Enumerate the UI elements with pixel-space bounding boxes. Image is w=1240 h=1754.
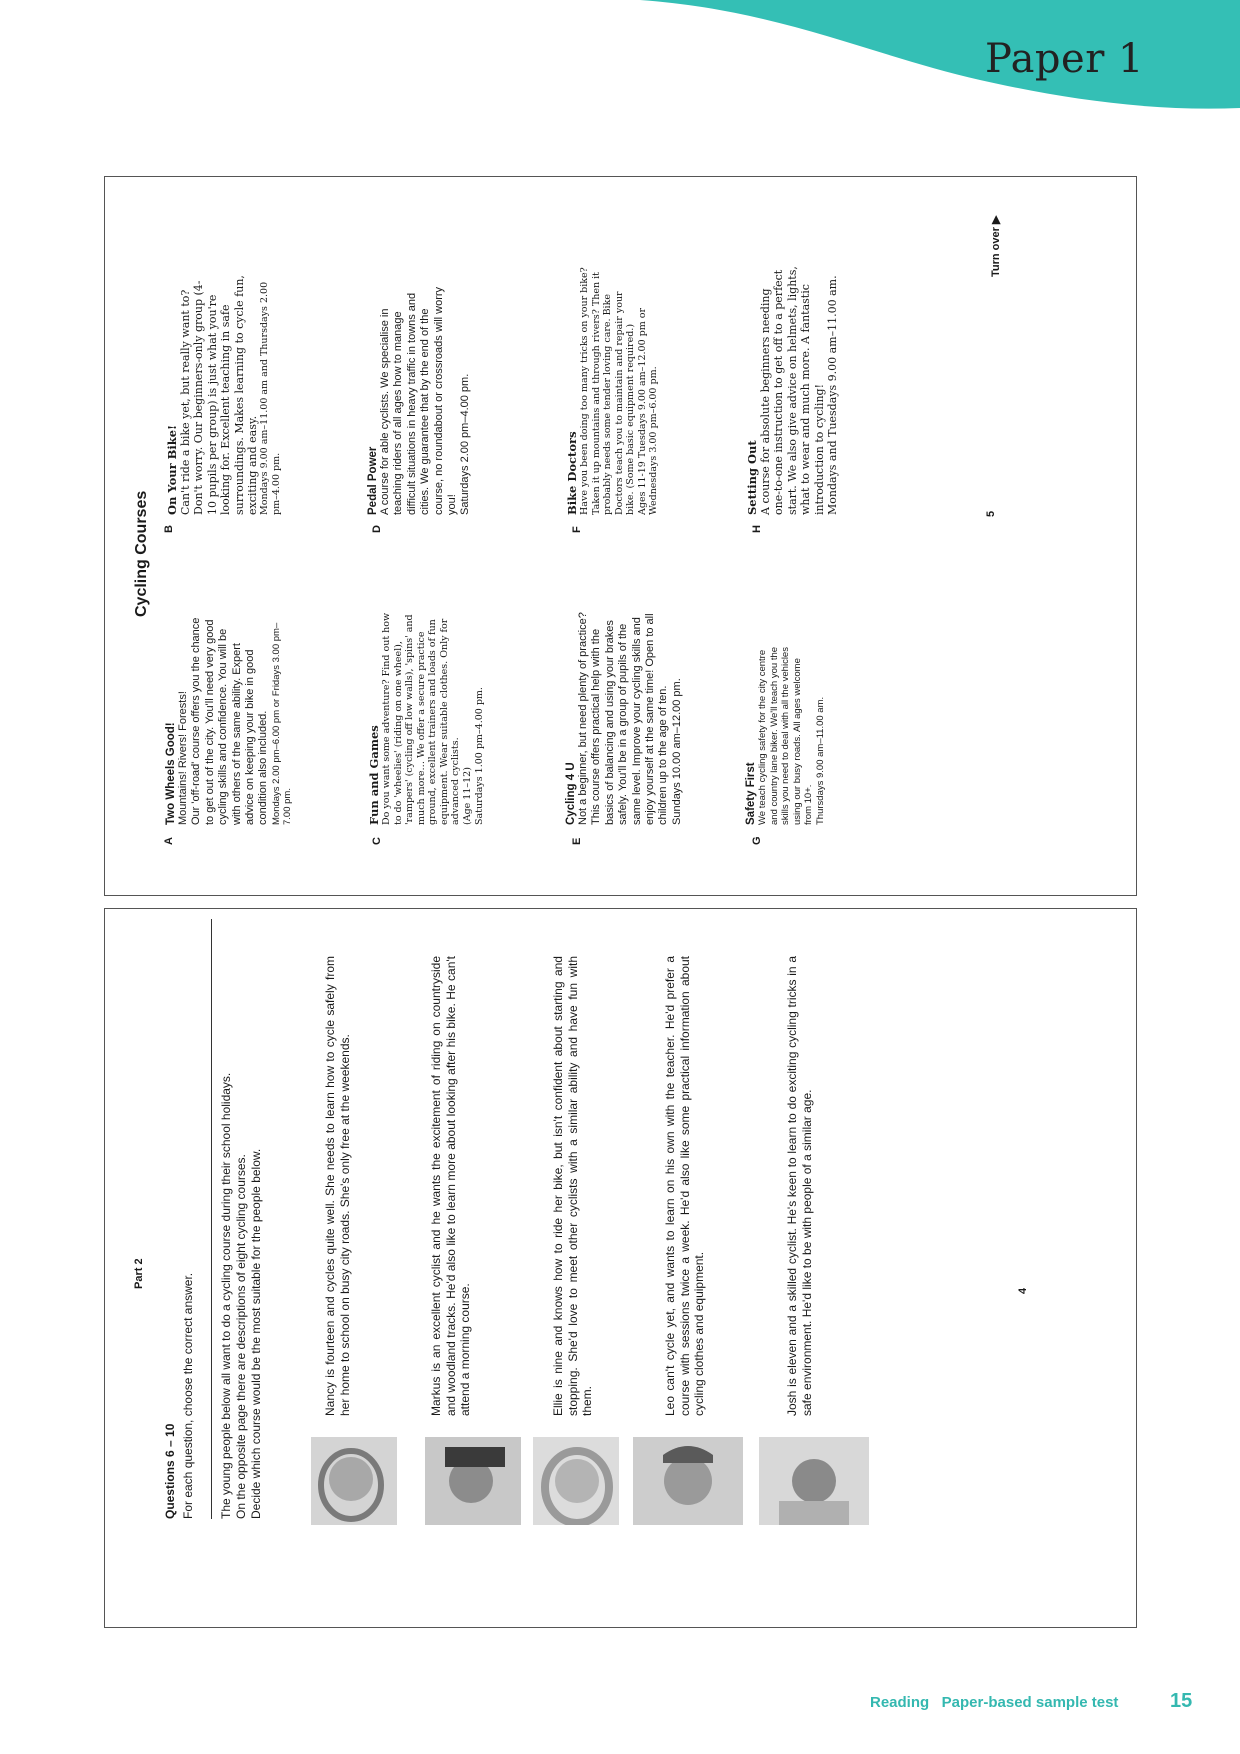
intro-block — [219, 919, 264, 1519]
course-a-line-1: Mountains! Rivers! Forests! — [177, 691, 189, 825]
right-page-frame — [104, 176, 1137, 896]
intro-line-2: On the opposite page there are descriptions of eight cycling courses. — [234, 1154, 248, 1519]
course-e-title: Cycling 4 U — [565, 762, 577, 825]
course-f-line-1: Have you been doing too many tricks on your bike? Taken it up mountains and through rivers? Then it probably needs some tender loving care. Bike Doctors teach you to maintain and repair your bike. (Some basic equipment required.) — [579, 267, 637, 515]
course-d-times: Saturdays 2.00 pm–4.00 pm. — [459, 373, 472, 515]
course-h-line-1: A course for absolute beginners needing one-to-one instruction to get off to a perfect start. We also give advice on helmets, lights, what to wear and much more. A fantastic introduction to cycling! — [759, 266, 826, 515]
person-description-10: Josh is eleven and a skilled cyclist. He's keen to learn to do exciting cycling tricks in a safe environment. He'd like to be with people of a similar age. — [785, 956, 814, 1416]
person-description-9: Leo can't cycle yet, and wants to learn on his own with the teacher. He'd prefer a course with sessions twice a week. He'd also like some practical information about cycling clothes and equipment. — [663, 956, 707, 1416]
course-c-line-2: (Age 11–12) — [462, 767, 474, 825]
course-c-title: Fun and Games — [367, 725, 381, 825]
course-g-times: Thursdays 9.00 am–11.00 am. — [814, 696, 826, 825]
boy-portrait-photo — [759, 1437, 869, 1525]
right-page-number: 5 — [985, 510, 997, 517]
boy-portrait-photo — [425, 1437, 521, 1525]
person-description-7: Markus is an excellent cyclist and he wants the excitement of riding on countryside and woodland tracks. He'd also like to learn more about looking after his bike. He can't attend a morning course. — [429, 956, 473, 1416]
person-description-8: Ellie is nine and knows how to ride her bike, but isn't confident about starting and stopping. She'd love to meet other cyclists with a similar ability and have fun with them. — [551, 956, 595, 1416]
footer-page-number: 15 — [1170, 1690, 1193, 1712]
course-letter-a: A — [163, 837, 175, 845]
course-e-times: Sundays 10.00 am–12.00 pm. — [670, 678, 683, 825]
intro-line-3: Decide which course would be the most suitable for the people below. — [249, 1148, 263, 1519]
instruction-text: For each question, choose the correct answer. — [181, 1272, 195, 1519]
part-label: Part 2 — [133, 1258, 145, 1289]
course-d-line-1: A course for able cyclists. We specialise in teaching riders of all ages how to manage difficult situations in heavy traffic in towns and cities. We guarantee that by the end of the course, no roundabout or crossroads will worry you! — [379, 286, 459, 515]
course-e-line-1: Not a beginner, but need plenty of practice? This course offers practical help with the basics of balancing and using your brakes safely. You'll be in a group of pupils of the same level. Improve your cycling skills and enjoy yourself at the same time! Open to all children up to the age of ten. — [577, 612, 670, 825]
course-letter-d: D — [371, 525, 383, 533]
course-b-title: On Your Bike! — [165, 424, 179, 515]
boy-portrait-photo — [633, 1437, 743, 1525]
turn-over-label: Turn over ▶ — [990, 215, 1002, 277]
course-g — [745, 645, 826, 825]
course-letter-c: C — [371, 837, 383, 845]
course-b-line-1: Can't ride a bike yet, but really want to? Don't worry. Our beginners-only group (4-10 pupils per group) is just what you're looking for. Excellent teaching in safe surroundings. Makes learning to cycle fun, exciting and easy. — [179, 275, 260, 515]
course-h-times: Mondays and Tuesdays 9.00 am–11.00 am. — [826, 275, 840, 515]
course-f-title: Bike Doctors — [565, 431, 579, 515]
course-a-times: Mondays 2.00 pm–6.00 pm or Fridays 3.00 pm–7.00 pm. — [270, 622, 294, 825]
questions-heading: Questions 6 – 10 — [163, 1423, 177, 1519]
course-b — [165, 275, 283, 515]
course-a-title: Two Wheels Good! — [165, 722, 177, 825]
course-f — [565, 265, 660, 515]
girl-portrait-photo — [311, 1437, 397, 1525]
course-c — [367, 605, 485, 825]
course-d — [367, 275, 473, 515]
course-d-title: Pedal Power — [367, 446, 379, 515]
course-g-line-1: We teach cycling safety for the city centre and country lane biker. We'll teach you the skills you need to deal with all the vehicles using our busy roads. All ages welcome from 10+. — [757, 646, 815, 825]
intro-line-1: The young people below all want to do a cycling course during their school holidays. — [219, 1072, 233, 1519]
course-letter-b: B — [163, 525, 175, 533]
person-description-6: Nancy is fourteen and cycles quite well. She needs to learn how to cycle safely from her home to school on busy city roads. She's only free at the weekends. — [323, 956, 352, 1416]
course-letter-h: H — [751, 525, 763, 533]
left-page-number: 4 — [1017, 1287, 1029, 1294]
footer-label: Reading Paper-based sample test — [870, 1694, 1119, 1711]
course-b-times: Mondays 9.00 am–11.00 am and Thursdays 2.00 pm–4.00 pm. — [259, 281, 283, 515]
section-title: Cycling Courses — [133, 490, 150, 617]
course-h-title: Setting Out — [745, 440, 759, 515]
course-letter-g: G — [751, 836, 763, 845]
paper-title: Paper 1 — [984, 36, 1144, 82]
course-f-times: Ages 11-19 Tuesdays 9.00 am–12.00 pm or Wednesdays 3.00 pm–6.00 pm. — [636, 307, 660, 515]
course-letter-f: F — [571, 526, 583, 533]
left-page-frame — [104, 908, 1137, 1628]
course-a-line-2: Our 'off-road' course offers you the chance to get out of the city. You'll need very good cycling skills and confidence. You will be with others of the same ability. Expert advice on keeping your bike in good condition also included. — [190, 617, 270, 825]
girl-portrait-photo — [533, 1437, 619, 1525]
course-letter-e: E — [571, 837, 583, 845]
course-g-title: Safety First — [745, 762, 757, 825]
course-h — [745, 265, 839, 515]
course-c-times: Saturdays 1.00 pm–4.00 pm. — [473, 687, 485, 825]
course-e — [565, 605, 684, 825]
course-a — [165, 615, 294, 825]
course-c-line-1: Do you want some adventure? Find out how to do 'wheelies' (riding on one wheel), 'rampers' (cycling off low walls), 'spins' and much more… We offer a secure practice ground, excellent trainers and loads of fun equipment. Wear suitable clothes. Only for advanced cyclists. — [381, 612, 462, 825]
intro-divider — [211, 919, 212, 1519]
